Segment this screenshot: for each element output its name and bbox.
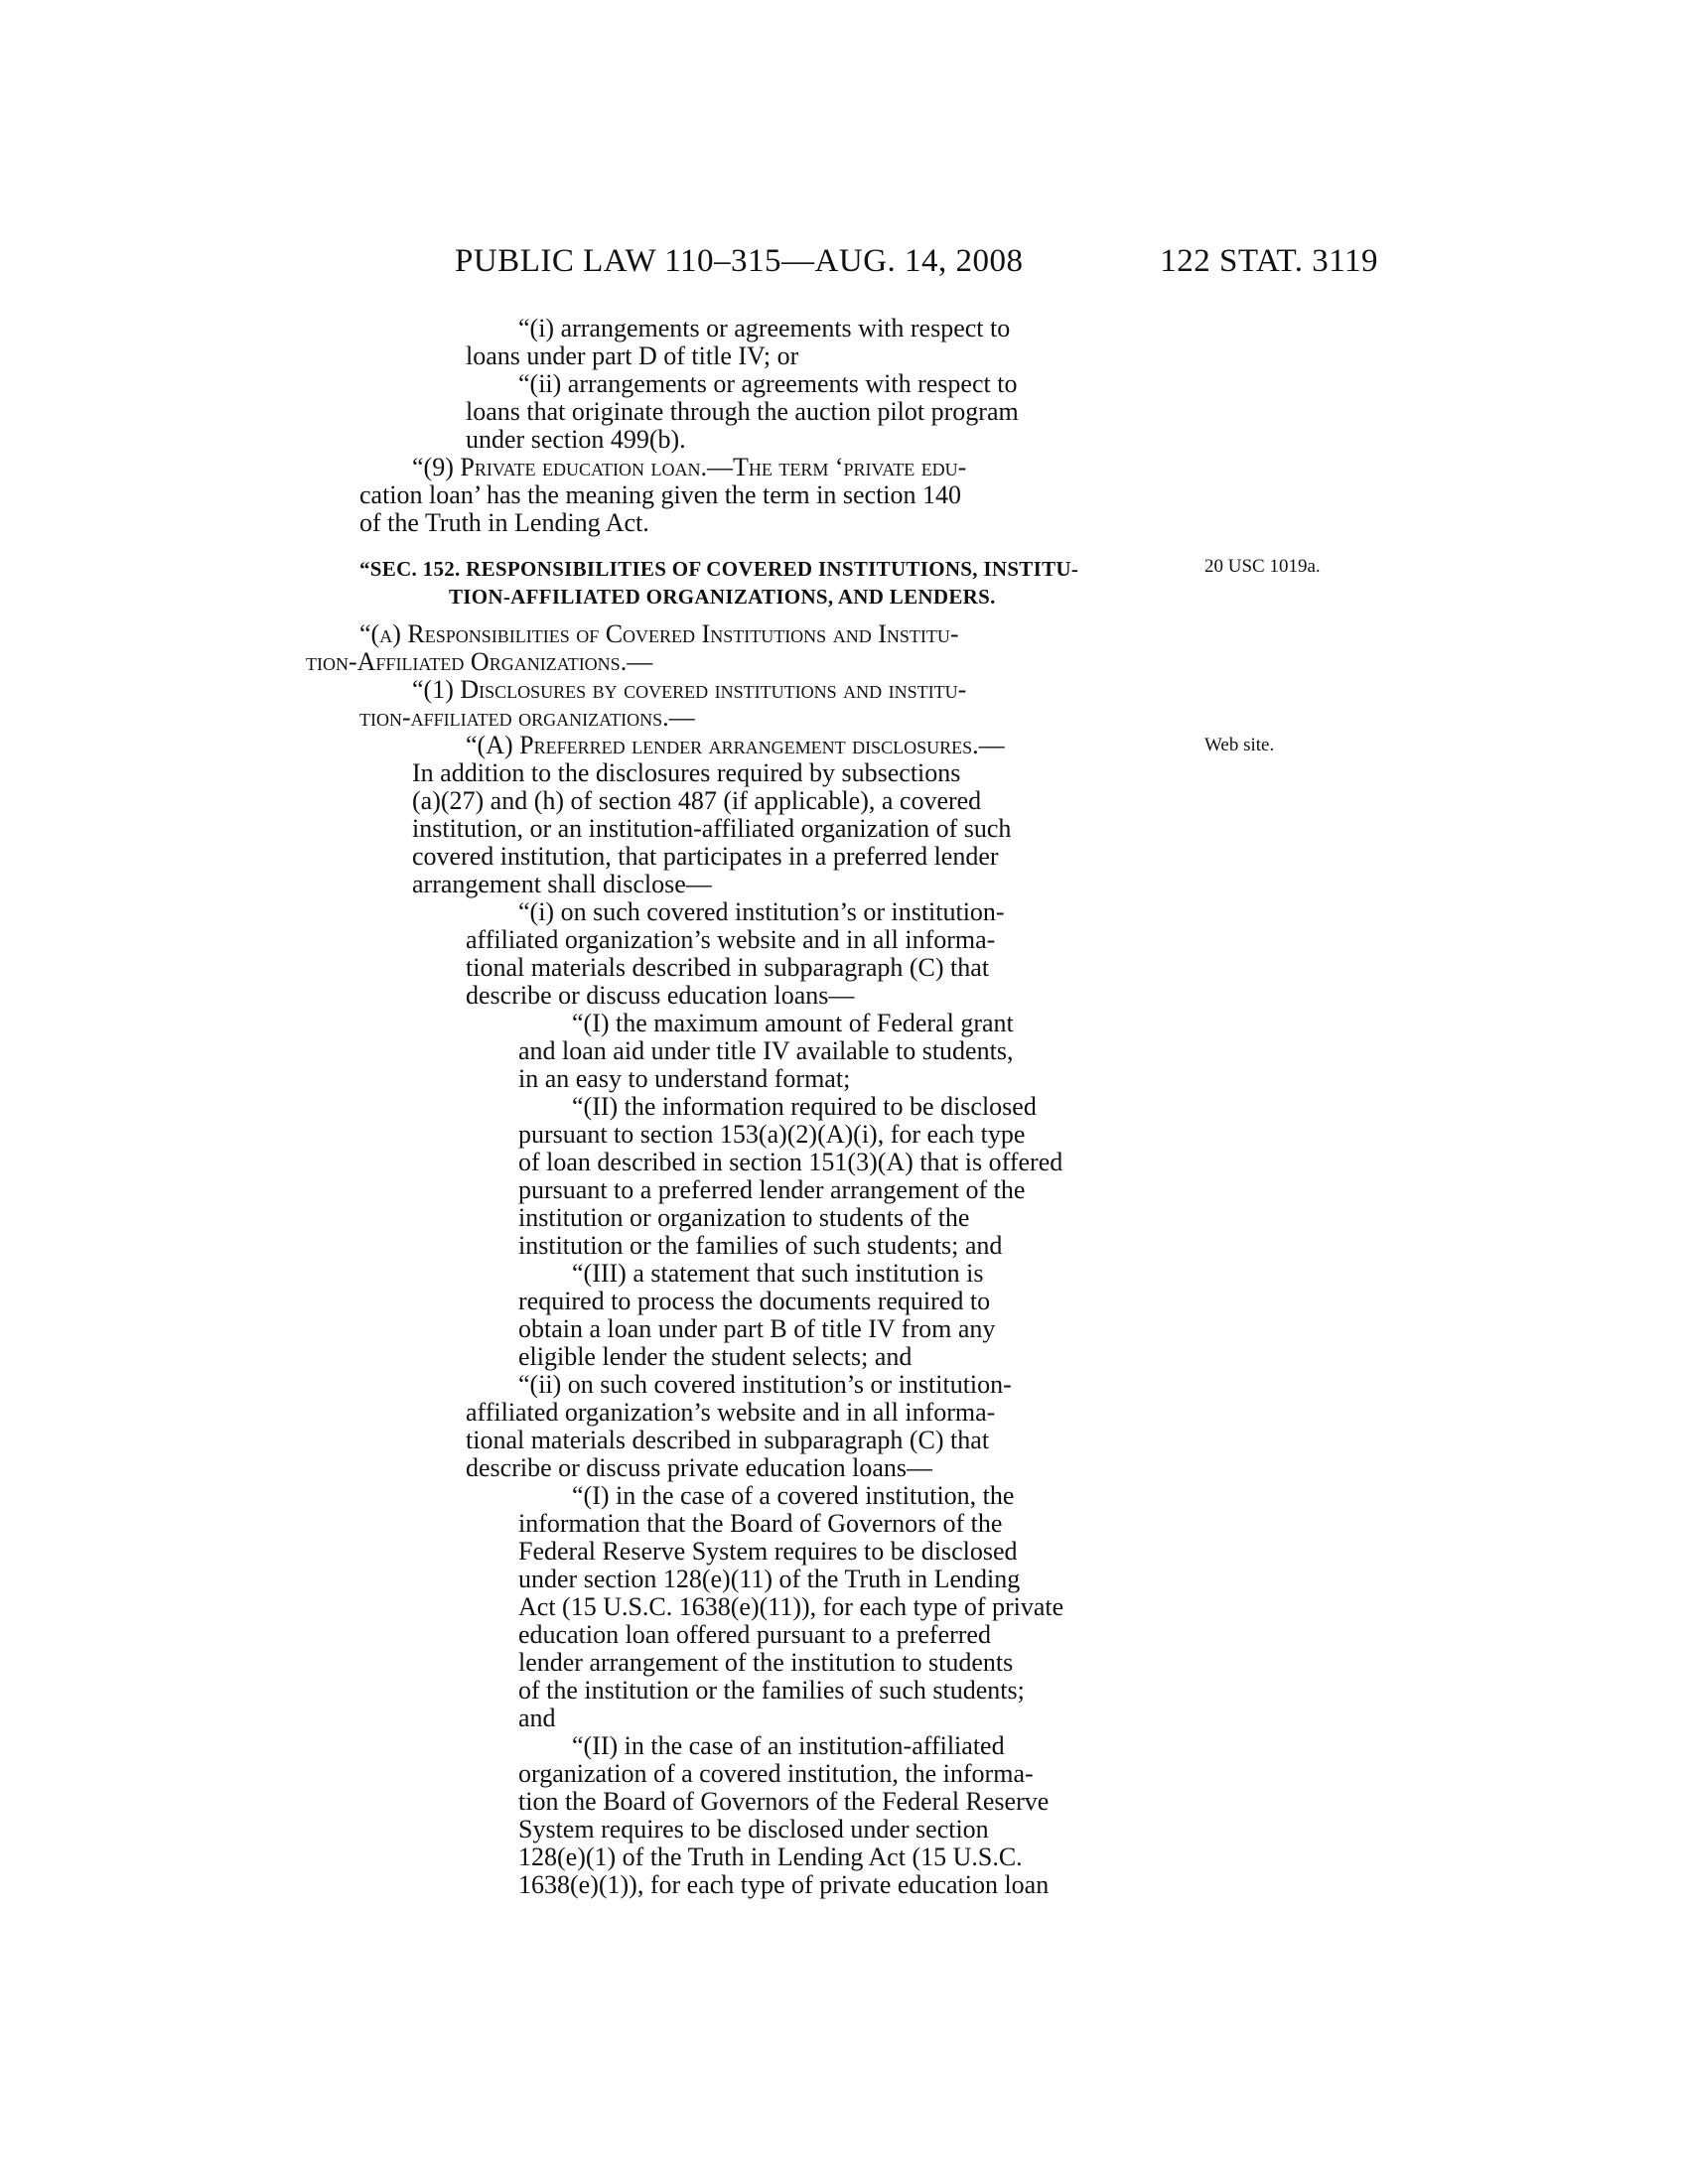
text-line-content: Federal Reserve System requires to be disclosed [518, 1537, 1018, 1566]
text-line-content: “(ii) arrangements or agreements with respect to [518, 369, 1018, 398]
text-line [0, 1509, 1688, 1539]
text-line-content: tional materials described in subparagraph (C) that [466, 1426, 990, 1454]
text-line [0, 314, 1688, 343]
text-line [0, 508, 1688, 538]
running-head: PUBLIC LAW 110–315—AUG. 14, 2008 [455, 243, 1024, 279]
text-line [0, 842, 1688, 872]
text-line [0, 675, 1688, 705]
text-line-content: lender arrangement of the institution to students [518, 1648, 1014, 1677]
text-line [0, 1120, 1688, 1150]
text-line [0, 786, 1688, 816]
text-line [0, 480, 1688, 510]
text-line-content: pursuant to a preferred lender arrangement of the [518, 1175, 1026, 1204]
text-line [0, 1259, 1688, 1289]
text-line [0, 1231, 1688, 1261]
page-header [455, 243, 1378, 283]
text-line-content: (a)(27) and (h) of section 487 (if applicable), a covered [412, 786, 982, 815]
page-number: 122 STAT. 3119 [1160, 243, 1378, 279]
text-line [0, 1565, 1688, 1594]
margin-note: 20 USC 1019a. [1204, 556, 1321, 577]
text-line [0, 1009, 1688, 1038]
text-line [0, 1175, 1688, 1205]
text-line-content: “(A) Preferred lender arrangement disclosures.— [466, 731, 1005, 759]
text-line-content: 1638(e)(1)), for each type of private education loan [518, 1870, 1050, 1899]
text-line-content: loans under part D of title IV; or [466, 341, 799, 370]
text-line-content: describe or discuss education loans— [466, 981, 855, 1010]
text-line [0, 1759, 1688, 1789]
text-line [0, 1036, 1688, 1066]
text-line-content: affiliated organization’s website and in all informa- [466, 1398, 996, 1427]
text-line-content: affiliated organization’s website and in all informa- [466, 925, 996, 954]
text-line-content: institution, or an institution-affiliated organization of such [412, 814, 1012, 843]
text-line [0, 1648, 1688, 1678]
text-line-content: tional materials described in subparagraph (C) that [466, 953, 990, 982]
text-line-content: pursuant to section 153(a)(2)(A)(i), for each type [518, 1120, 1026, 1149]
text-line-content: tion-Affiliated Organizations.— [306, 647, 653, 676]
text-line-content: System requires to be disclosed under section [518, 1815, 989, 1843]
text-line [0, 981, 1688, 1011]
text-line-content: in an easy to understand format; [518, 1064, 851, 1093]
text-line-content: institution or organization to students of the [518, 1203, 970, 1232]
text-line-content: required to process the documents required to [518, 1287, 991, 1315]
text-line [0, 703, 1688, 733]
text-line-content: describe or discuss private education loans— [466, 1453, 933, 1482]
text-line-content: eligible lender the student selects; and [518, 1342, 913, 1371]
text-line-content: cation loan’ has the meaning given the term in section 140 [359, 480, 962, 509]
text-line [0, 1731, 1688, 1761]
text-line-content: and [518, 1704, 556, 1732]
text-line [0, 925, 1688, 955]
text-line [0, 647, 1688, 677]
section-heading [0, 582, 1688, 612]
text-line [0, 1453, 1688, 1483]
text-line [0, 758, 1688, 788]
text-line-content: and loan aid under title IV available to students, [518, 1036, 1014, 1065]
text-line-content: “SEC. 152. RESPONSIBILITIES OF COVERED INSTITUTIONS, INSTITU- [359, 557, 1079, 581]
text-line-content: “(ii) on such covered institution’s or institution- [518, 1370, 1012, 1399]
text-line [0, 1092, 1688, 1122]
text-line-content: “(1) Disclosures by covered institutions and institu- [412, 675, 967, 704]
text-line [0, 341, 1688, 371]
text-line [0, 425, 1688, 455]
text-line-content: “(II) the information required to be disclosed [572, 1092, 1037, 1121]
text-line [0, 1064, 1688, 1094]
text-line-content: “(I) in the case of a covered institution, the [572, 1481, 1015, 1510]
text-line-content: obtain a loan under part B of title IV from any [518, 1314, 996, 1343]
text-line [0, 1704, 1688, 1733]
text-line-content: tion the Board of Governors of the Federal Reserve [518, 1787, 1050, 1816]
text-line [0, 1398, 1688, 1428]
text-line [0, 1342, 1688, 1372]
text-line [0, 1287, 1688, 1316]
margin-note: Web site. [1204, 735, 1275, 755]
text-line-content: of the institution or the families of such students; [518, 1676, 1025, 1705]
text-line [0, 369, 1688, 399]
section-heading [0, 554, 1688, 584]
text-line [0, 731, 1688, 760]
text-line [0, 1537, 1688, 1567]
text-line-content: under section 499(b). [466, 425, 686, 454]
text-line-content: under section 128(e)(11) of the Truth in Lending [518, 1565, 1021, 1593]
text-line-content: TION-AFFILIATED ORGANIZATIONS, AND LENDERS. [449, 585, 996, 609]
text-line-content: information that the Board of Governors of the [518, 1509, 1003, 1538]
text-line [0, 1843, 1688, 1872]
text-line [0, 1203, 1688, 1233]
text-line-content: covered institution, that participates in a preferred lender [412, 842, 999, 871]
text-line [0, 1620, 1688, 1650]
text-line-content: “(9) Private education loan.—The term ‘private edu- [412, 453, 967, 481]
text-line-content: “(a) Responsibilities of Covered Institutions and Institu- [359, 619, 959, 648]
text-line [0, 453, 1688, 482]
text-line-content: institution or the families of such students; and [518, 1231, 1003, 1260]
text-line-content: In addition to the disclosures required by subsections [412, 758, 961, 787]
text-line [0, 619, 1688, 649]
text-line [0, 1481, 1688, 1511]
text-line [0, 1370, 1688, 1400]
text-line [0, 397, 1688, 427]
text-line-content: “(I) the maximum amount of Federal grant [572, 1009, 1014, 1037]
text-line [0, 1676, 1688, 1706]
text-line [0, 1870, 1688, 1900]
text-line [0, 897, 1688, 927]
text-line-content: “(i) arrangements or agreements with respect to [518, 314, 1011, 342]
text-line [0, 953, 1688, 983]
text-line [0, 1426, 1688, 1455]
text-line [0, 1148, 1688, 1177]
text-line-content: organization of a covered institution, the informa- [518, 1759, 1034, 1788]
text-line [0, 1314, 1688, 1344]
text-line-content: education loan offered pursuant to a preferred [518, 1620, 991, 1649]
text-line-content: “(i) on such covered institution’s or institution- [518, 897, 1005, 926]
text-line [0, 870, 1688, 899]
text-line-content: arrangement shall disclose— [412, 870, 712, 898]
text-line-content: “(II) in the case of an institution-affiliated [572, 1731, 1005, 1760]
text-line-content: tion-affiliated organizations.— [359, 703, 695, 732]
text-line-content: “(III) a statement that such institution is [572, 1259, 984, 1288]
text-line-content: Act (15 U.S.C. 1638(e)(11)), for each type of private [518, 1592, 1064, 1621]
text-line [0, 1592, 1688, 1622]
text-line [0, 1787, 1688, 1817]
text-line-content: of loan described in section 151(3)(A) that is offered [518, 1148, 1063, 1176]
text-line-content: 128(e)(1) of the Truth in Lending Act (15 U.S.C. [518, 1843, 1023, 1871]
text-line-content: loans that originate through the auction pilot program [466, 397, 1019, 426]
text-line-content: of the Truth in Lending Act. [359, 508, 649, 537]
text-line [0, 814, 1688, 844]
text-line [0, 1815, 1688, 1844]
